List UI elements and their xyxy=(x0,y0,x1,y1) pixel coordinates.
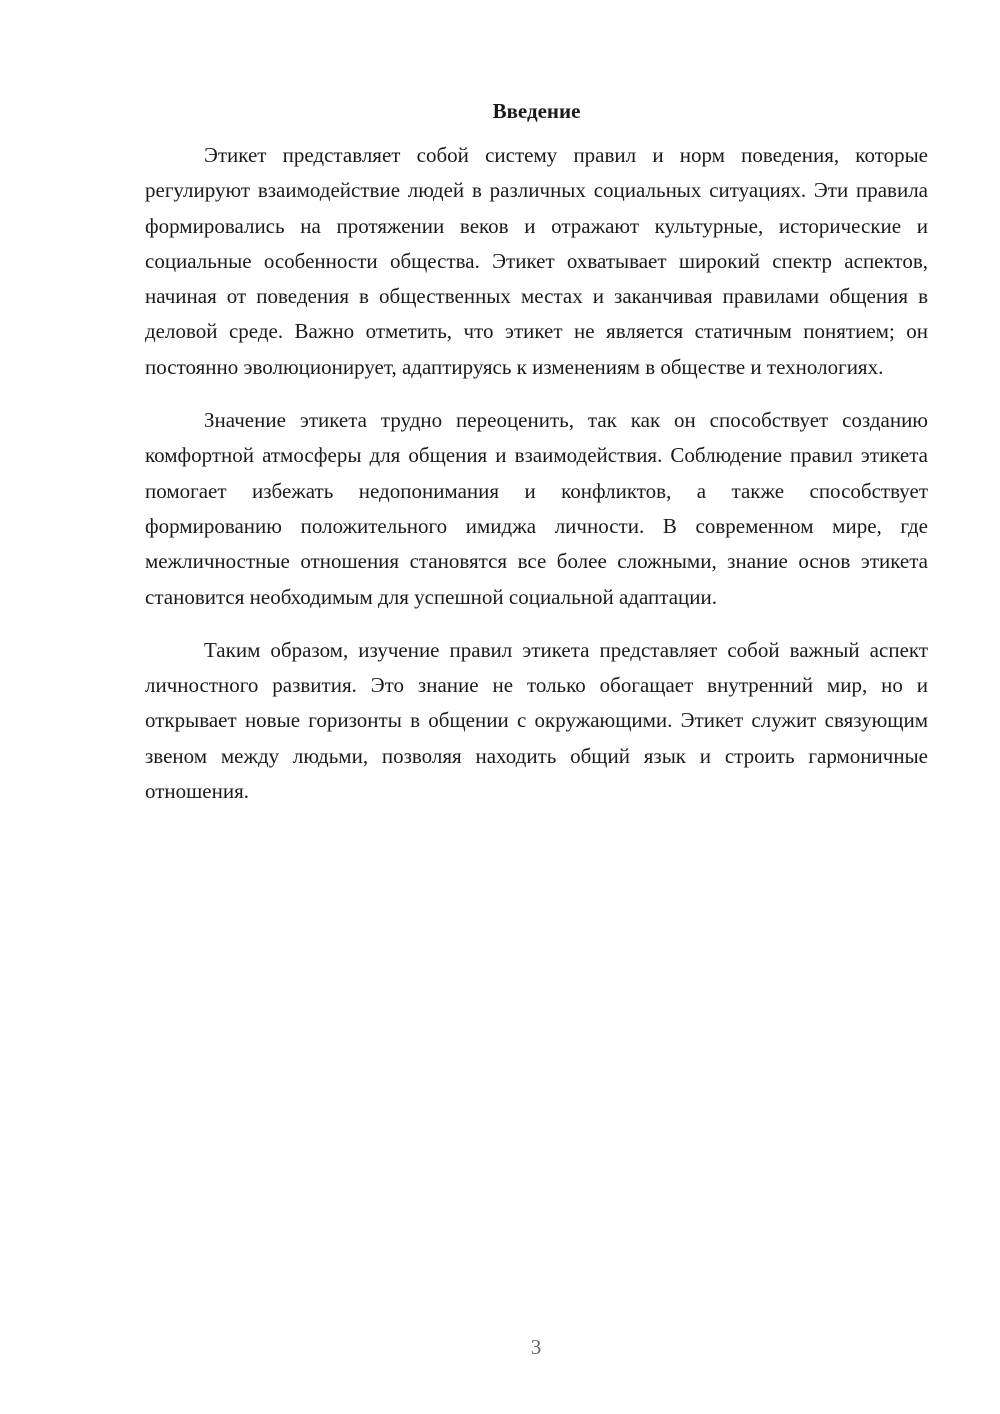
paragraph-1: Этикет представляет собой систему правил и норм поведения, которые регулируют взаимодействие людей в различных социальных ситуациях. Эти правила формировались на протяжении веков и отражают культурные, исторические и социальные особенности общества. Этикет охватывает широкий спектр аспектов, начиная от поведения в общественных местах и заканчивая правилами общения в деловой среде. Важно отметить, что этикет не является статичным понятием; он постоянно эволюционирует, адаптируясь к изменениям в обществе и технологиях. xyxy=(145,143,928,379)
page-number: 3 xyxy=(530,1335,542,1359)
section-heading: Введение xyxy=(492,99,581,123)
paragraph-3: Таким образом, изучение правил этикета представляет собой важный аспект личностного развития. Это знание не только обогащает внутренний мир, но и открывает новые горизонты в общении с окружающими. Этикет служит связующим звеном между людьми, позволяя находить общий язык и строить гармоничные отношения. xyxy=(145,637,928,804)
paragraph-2: Значение этикета трудно переоценить, так как он способствует созданию комфортной атмосферы для общения и взаимодействия. Соблюдение правил этикета помогает избежать недопонимания и конфликтов, а также способствует формированию положительного имиджа личности. В современном мире, где межличностные отношения становятся все более сложными, знание основ этикета становится необходимым для успешной социальной адаптации. xyxy=(145,408,928,609)
page-content xyxy=(145,96,928,827)
